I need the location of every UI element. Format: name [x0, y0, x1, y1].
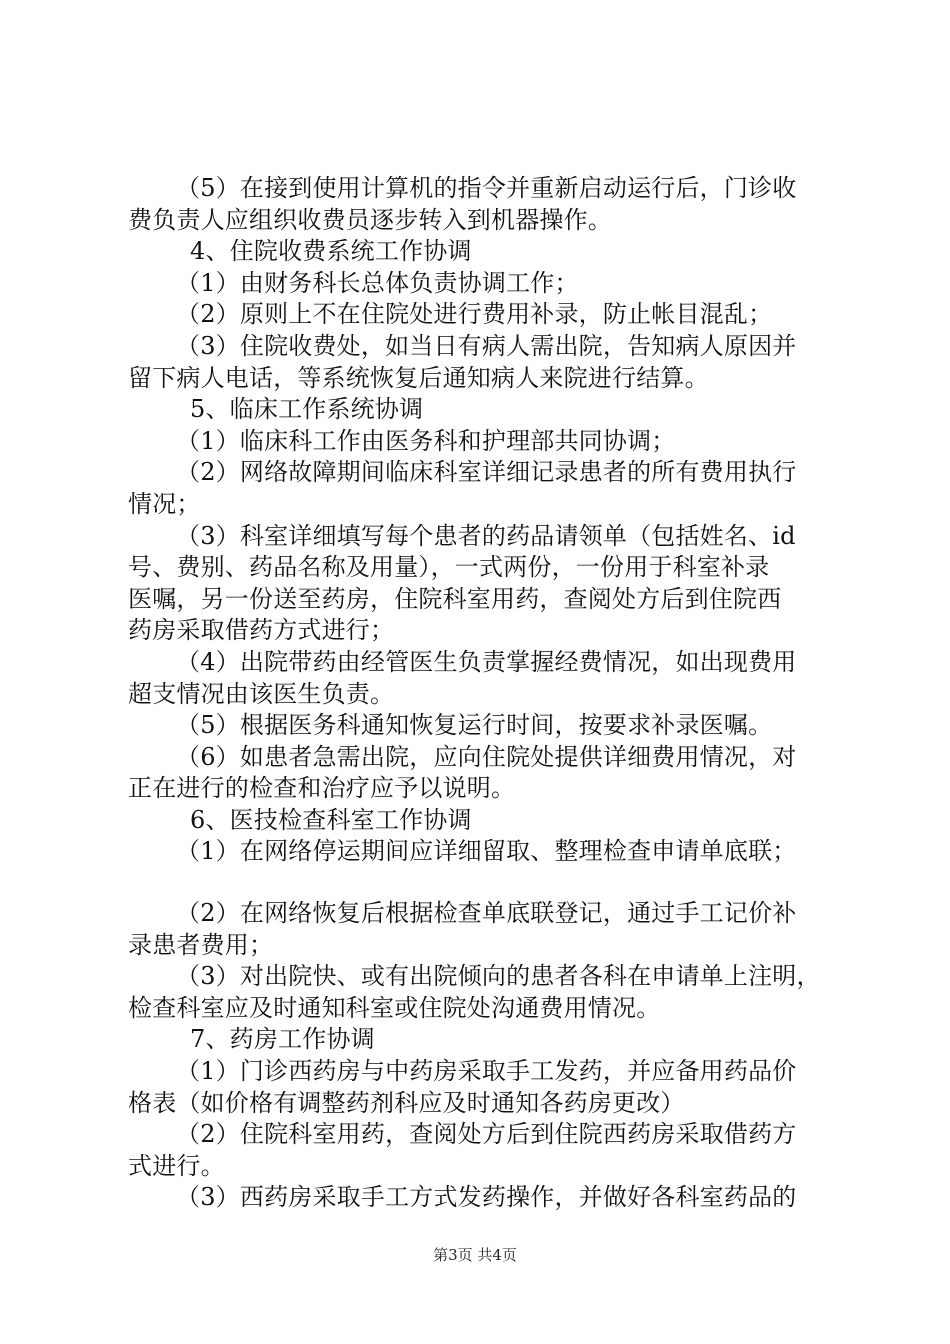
text-line: 情况； — [128, 489, 201, 518]
text-line: 费负责人应组织收费员逐步转入到机器操作。 — [128, 205, 612, 234]
text-line: 留下病人电话，等系统恢复后通知病人来院进行结算。 — [128, 363, 709, 392]
section-heading: 4、住院收费系统工作协调 — [190, 237, 472, 266]
text-line: （3）西药房采取手工方式发药操作，并做好各科室药品的 — [176, 1183, 797, 1212]
text-line: （3）对出院快、或有出院倾向的患者各科在申请单上注明， — [176, 962, 821, 991]
text-line: 检查科室应及时通知科室或住院处沟通费用情况。 — [128, 993, 661, 1022]
text-line: （5）在接到使用计算机的指令并重新启动运行后，门诊收 — [176, 174, 797, 202]
blank-gap — [128, 868, 840, 898]
section-heading: 6、医技检查科室工作协调 — [190, 805, 472, 834]
text-line: （5）根据医务科通知恢复运行时间，按要求补录医嘱。 — [176, 711, 773, 740]
text-line: （4）出院带药由经管医生负责掌握经费情况，如出现费用 — [176, 647, 797, 676]
text-line: 正在进行的检查和治疗应予以说明。 — [128, 774, 516, 803]
text-line: （6）如患者急需出院，应向住院处提供详细费用情况，对 — [176, 742, 797, 771]
section-heading: 7、药房工作协调 — [190, 1025, 375, 1054]
text-line: （2）网络故障期间临床科室详细记录患者的所有费用执行 — [176, 458, 797, 487]
document-body — [128, 173, 840, 1214]
text-line: 医嘱，另一份送至药房，住院科室用药，查阅处方后到住院西 — [128, 584, 782, 613]
page-footer: 第3页 共4页 — [433, 1246, 517, 1264]
text-line: （1）门诊西药房与中药房采取手工发药，并应备用药品价 — [176, 1057, 797, 1086]
text-line: （2）在网络恢复后根据检查单底联登记，通过手工记价补 — [176, 899, 797, 928]
text-line: （2）住院科室用药，查阅处方后到住院西药房采取借药方 — [176, 1120, 797, 1149]
text-line: （1）由财务科长总体负责协调工作； — [176, 268, 579, 297]
text-line: 录患者费用； — [128, 930, 274, 959]
text-line: 格表（如价格有调整药剂科应及时通知各药房更改） — [128, 1088, 685, 1117]
text-line: 药房采取借药方式进行； — [128, 616, 395, 645]
text-line: （3）科室详细填写每个患者的药品请领单（包括姓名、id — [176, 521, 796, 550]
text-line: （1）临床科工作由医务科和护理部共同协调； — [176, 426, 676, 455]
text-line: 号、费别、药品名称及用量），一式两份，一份用于科室补录 — [128, 553, 770, 582]
text-line: （2）原则上不在住院处进行费用补录，防止帐目混乱； — [176, 300, 773, 329]
text-line: （3）住院收费处，如当日有病人需出院，告知病人原因并 — [176, 331, 797, 360]
text-line: 式进行。 — [128, 1151, 225, 1180]
text-line: 超支情况由该医生负责。 — [128, 679, 395, 708]
text-line: （1）在网络停运期间应详细留取、整理检查申请单底联； — [176, 837, 797, 866]
section-heading: 5、临床工作系统协调 — [190, 395, 424, 424]
